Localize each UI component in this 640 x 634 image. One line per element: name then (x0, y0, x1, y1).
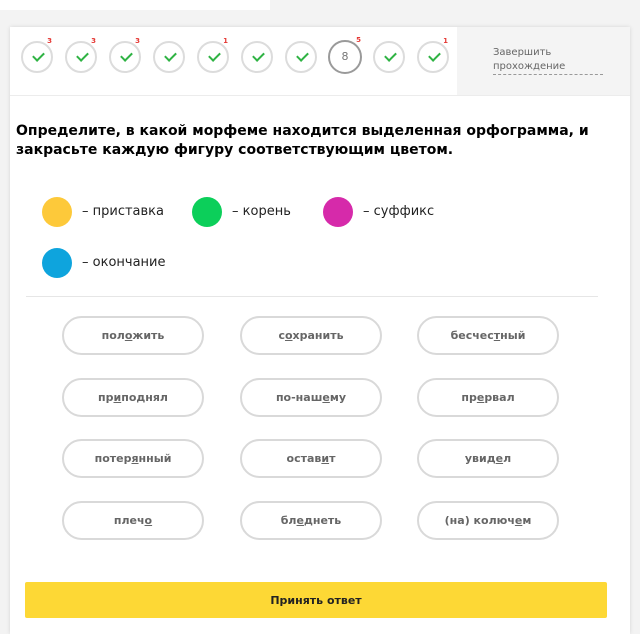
word-shape[interactable] (62, 378, 204, 417)
color-swatch[interactable] (42, 197, 72, 227)
word-part: м (522, 514, 532, 527)
color-swatch[interactable] (192, 197, 222, 227)
legend-label: – приставка (82, 204, 164, 219)
divider (26, 296, 598, 297)
highlighted-letter: о (124, 329, 133, 342)
word-shape[interactable] (240, 316, 382, 355)
color-swatch[interactable] (323, 197, 353, 227)
progress-step-6[interactable] (241, 41, 273, 73)
highlighted-letter: е (322, 391, 330, 404)
progress-step-3[interactable] (109, 37, 141, 73)
legend-label: – окончание (82, 255, 166, 270)
word-part: жить (132, 329, 165, 342)
progress-step-5[interactable] (197, 37, 229, 73)
word-shape[interactable] (417, 439, 559, 478)
word-part: пр (461, 391, 477, 404)
word-part: рвал (484, 391, 515, 404)
check-icon (252, 49, 265, 62)
finish-attempt-link[interactable]: Завершить прохождение (493, 46, 603, 75)
highlighted-letter: я (131, 452, 139, 465)
attempt-count-badge: 5 (356, 36, 361, 44)
word-part: бесчес (450, 329, 494, 342)
word-part: увид (464, 452, 496, 465)
task-card (10, 27, 630, 634)
word-shape[interactable] (240, 378, 382, 417)
word-shape[interactable] (62, 316, 204, 355)
word-shape[interactable] (240, 501, 382, 540)
legend-label: – суффикс (363, 204, 435, 219)
word-shape[interactable] (417, 316, 559, 355)
highlighted-letter: о (144, 514, 153, 527)
word-shape[interactable] (240, 439, 382, 478)
step-number: 8 (341, 50, 349, 63)
check-icon (428, 49, 441, 62)
submit-answer-button[interactable]: Принять ответ (25, 582, 607, 618)
word-shape[interactable] (62, 501, 204, 540)
word-part: му (329, 391, 347, 404)
word-part: л (503, 452, 512, 465)
word-shape[interactable] (417, 501, 559, 540)
check-icon (296, 49, 309, 62)
legend-label: – корень (232, 204, 291, 219)
highlighted-letter: и (321, 452, 330, 465)
attempt-count-badge: 3 (47, 37, 52, 45)
highlighted-letter: е (296, 514, 304, 527)
highlighted-letter: и (113, 391, 122, 404)
question-text: Определите, в какой морфеме находится выделенная орфограмма, и закрасьте каждую фигуру соответствующим цветом. (16, 123, 589, 158)
attempt-count-badge: 1 (223, 37, 228, 45)
progress-step-8[interactable] (328, 36, 362, 74)
progress-bar (10, 27, 630, 96)
check-icon (76, 49, 89, 62)
attempt-count-badge: 3 (91, 37, 96, 45)
check-icon (120, 49, 133, 62)
word-part: т (329, 452, 336, 465)
check-icon (164, 49, 177, 62)
word-part: бл (280, 514, 297, 527)
progress-step-2[interactable] (65, 37, 97, 73)
highlighted-letter: т (493, 329, 501, 342)
word-part: пр (98, 391, 114, 404)
highlighted-letter: е (476, 391, 485, 404)
top-strip (0, 0, 270, 10)
progress-step-1[interactable] (21, 37, 53, 73)
word-shape[interactable] (62, 439, 204, 478)
highlighted-letter: е (495, 452, 504, 465)
word-shape[interactable] (417, 378, 559, 417)
word-part: потер (94, 452, 132, 465)
word-part: плеч (113, 514, 145, 527)
highlighted-letter: о (284, 329, 293, 342)
word-part: нный (138, 452, 172, 465)
word-part: днеть (303, 514, 342, 527)
attempt-count-badge: 3 (135, 37, 140, 45)
word-part: поднял (121, 391, 168, 404)
word-part: (на) колюч (444, 514, 515, 527)
progress-step-10[interactable] (417, 37, 449, 73)
attempt-count-badge: 1 (443, 37, 448, 45)
word-part: ный (500, 329, 526, 342)
color-swatch[interactable] (42, 248, 72, 278)
word-part: с (278, 329, 285, 342)
check-icon (384, 49, 397, 62)
word-part: остав (286, 452, 322, 465)
highlighted-letter: е (514, 514, 523, 527)
progress-step-4[interactable] (153, 41, 185, 73)
progress-step-7[interactable] (285, 41, 317, 73)
word-part: хранить (292, 329, 344, 342)
word-part: по-наш (275, 391, 323, 404)
check-icon (32, 49, 45, 62)
progress-step-9[interactable] (373, 41, 405, 73)
check-icon (208, 49, 221, 62)
finish-panel (457, 27, 630, 95)
word-part: пол (101, 329, 125, 342)
